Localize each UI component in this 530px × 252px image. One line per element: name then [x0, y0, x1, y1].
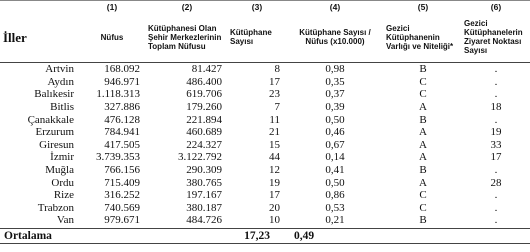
cell-population: 3.739.353: [96, 151, 140, 164]
average-empty-cell: [146, 228, 228, 243]
cell-city: Muğla: [45, 164, 74, 177]
column-number: (3): [251, 2, 263, 12]
cell-population: 417.505: [104, 138, 140, 151]
table-row: [0, 164, 530, 177]
cell-service-population: 290.309: [186, 164, 222, 177]
cell-mobile-library-quality: A: [419, 126, 427, 139]
header-libraries-per-10000: Kütüphane Sayısı / Nüfus (x10.000): [286, 12, 384, 63]
table-row: [0, 76, 530, 89]
column-number: (2): [181, 2, 193, 12]
cell-mobile-library-quality: A: [419, 176, 427, 189]
column-header-row: [0, 12, 530, 63]
cell-library-count: 44: [269, 151, 280, 164]
cell-population: 740.569: [104, 201, 140, 214]
cell-city: Artvin: [45, 63, 74, 76]
cell-library-count: 17: [269, 189, 280, 202]
cell-service-population: 460.689: [186, 126, 222, 139]
table-row: [0, 63, 530, 76]
cell-population: 784.941: [104, 126, 140, 139]
average-empty-cell: [384, 228, 462, 243]
cell-service-population: 81.427: [191, 63, 222, 76]
library-statistics-table: [0, 1, 530, 244]
table-row: [0, 214, 530, 228]
cell-mobile-library-stops: .: [494, 214, 498, 227]
cell-service-population: 3.122.792: [178, 151, 222, 164]
cell-library-count: 19: [269, 176, 280, 189]
cell-library-count: 20: [269, 201, 280, 214]
header-city: İller: [0, 12, 78, 63]
cell-libraries-per-10000: 0,67: [325, 138, 345, 151]
cell-library-count: 23: [269, 88, 280, 101]
cell-mobile-library-quality: B: [419, 214, 427, 227]
cell-mobile-library-stops: 18: [490, 101, 502, 114]
cell-service-population: 380.187: [186, 201, 222, 214]
cell-library-count: 10: [269, 214, 280, 227]
cell-mobile-library-stops: .: [494, 63, 498, 76]
cell-city: Ordu: [51, 176, 74, 189]
header-spacer: [0, 1, 78, 12]
cell-library-count: 15: [269, 138, 280, 151]
average-label: Ortalama: [0, 228, 78, 243]
average-empty-cell: [78, 228, 146, 243]
table-row: [0, 126, 530, 139]
cell-libraries-per-10000: 0,53: [325, 201, 345, 214]
cell-library-count: 8: [274, 63, 280, 76]
cell-service-population: 179.260: [186, 101, 222, 114]
cell-population: 476.128: [104, 113, 140, 126]
column-number: (4): [329, 2, 341, 12]
cell-libraries-per-10000: 0,41: [325, 164, 345, 177]
cell-population: 715.409: [104, 176, 140, 189]
cell-library-count: 12: [269, 164, 280, 177]
cell-service-population: 484.726: [186, 214, 222, 227]
cell-libraries-per-10000: 0,46: [325, 126, 345, 139]
table-footer: [0, 228, 530, 243]
cell-mobile-library-stops: .: [494, 201, 498, 214]
cell-city: Çanakkale: [27, 113, 74, 126]
cell-mobile-library-quality: A: [419, 101, 427, 114]
table-row: [0, 151, 530, 164]
cell-service-population: 619.706: [186, 88, 222, 101]
cell-mobile-library-stops: 19: [490, 126, 502, 139]
cell-mobile-library-quality: C: [419, 88, 427, 101]
cell-libraries-per-10000: 0,37: [325, 88, 345, 101]
header-service-population: Kütüphanesi Olan Şehir Merkezlerinin Toplam Nüfusu: [146, 12, 228, 63]
cell-libraries-per-10000: 0,14: [325, 151, 345, 164]
cell-population: 1.118.313: [96, 88, 140, 101]
table-body: [0, 63, 530, 229]
cell-city: Giresun: [39, 138, 74, 151]
cell-mobile-library-stops: .: [494, 75, 498, 88]
average-libraries-per-10000: 0,49: [286, 228, 384, 243]
cell-population: 316.252: [104, 189, 140, 202]
cell-city: Aydın: [47, 75, 74, 88]
cell-libraries-per-10000: 0,39: [325, 101, 345, 114]
cell-library-count: 17: [269, 75, 280, 88]
cell-mobile-library-stops: 33: [490, 138, 502, 151]
header-mobile-library-quality: Gezici Kütüphanenin Varlığı ve Niteliği*: [384, 12, 462, 63]
column-number: (5): [417, 2, 429, 12]
cell-population: 327.886: [104, 101, 140, 114]
cell-mobile-library-quality: C: [419, 201, 427, 214]
column-number: (1): [106, 2, 118, 12]
cell-service-population: 380.765: [186, 176, 222, 189]
cell-city: Bitlis: [50, 101, 74, 114]
column-number-row: [0, 1, 530, 12]
table-row: [0, 101, 530, 114]
average-library-count: 17,23: [228, 228, 286, 243]
cell-city: Trabzon: [37, 201, 74, 214]
table-row: [0, 202, 530, 215]
cell-libraries-per-10000: 0,50: [325, 176, 345, 189]
cell-libraries-per-10000: 0,21: [325, 214, 345, 227]
cell-libraries-per-10000: 0,50: [325, 113, 345, 126]
cell-population: 168.092: [104, 63, 140, 76]
average-row: [0, 228, 530, 243]
cell-mobile-library-quality: A: [419, 151, 427, 164]
cell-libraries-per-10000: 0,35: [325, 75, 345, 88]
header-mobile-library-stops: Gezici Kütüphanelerin Ziyaret Noktası Sayısı: [462, 12, 530, 63]
cell-mobile-library-stops: .: [494, 88, 498, 101]
cell-mobile-library-quality: B: [419, 63, 427, 76]
cell-mobile-library-stops: .: [494, 189, 498, 202]
table-row: [0, 139, 530, 152]
cell-mobile-library-stops: 28: [490, 176, 502, 189]
table-row: [0, 88, 530, 101]
cell-city: Erzurum: [35, 126, 74, 139]
cell-city: Van: [56, 214, 74, 227]
cell-service-population: 221.894: [186, 113, 222, 126]
cell-city: Rize: [53, 189, 74, 202]
cell-population: 946.971: [104, 75, 140, 88]
table-row: [0, 176, 530, 189]
cell-libraries-per-10000: 0,86: [325, 189, 345, 202]
cell-mobile-library-quality: B: [419, 164, 427, 177]
header-population: Nüfus: [78, 12, 146, 63]
table-row: [0, 189, 530, 202]
cell-population: 979.671: [104, 214, 140, 227]
cell-library-count: 7: [274, 101, 280, 114]
cell-mobile-library-quality: C: [419, 189, 427, 202]
table-header: [0, 1, 530, 63]
cell-library-count: 21: [269, 126, 280, 139]
cell-population: 766.156: [104, 164, 140, 177]
cell-service-population: 224.327: [186, 138, 222, 151]
cell-mobile-library-stops: .: [494, 113, 498, 126]
average-empty-cell: [462, 228, 530, 243]
cell-mobile-library-quality: C: [419, 75, 427, 88]
cell-mobile-library-quality: B: [419, 113, 427, 126]
table-row: [0, 113, 530, 126]
column-number: (6): [490, 2, 502, 12]
cell-mobile-library-stops: .: [494, 164, 498, 177]
header-library-count: Kütüphane Sayısı: [228, 12, 286, 63]
cell-libraries-per-10000: 0,98: [325, 63, 345, 76]
cell-mobile-library-stops: 17: [490, 151, 502, 164]
cell-service-population: 197.167: [186, 189, 222, 202]
cell-service-population: 486.400: [186, 75, 222, 88]
cell-mobile-library-quality: A: [419, 138, 427, 151]
cell-city: İzmir: [50, 151, 74, 164]
cell-library-count: 11: [269, 113, 280, 126]
cell-city: Balıkesir: [34, 88, 74, 101]
